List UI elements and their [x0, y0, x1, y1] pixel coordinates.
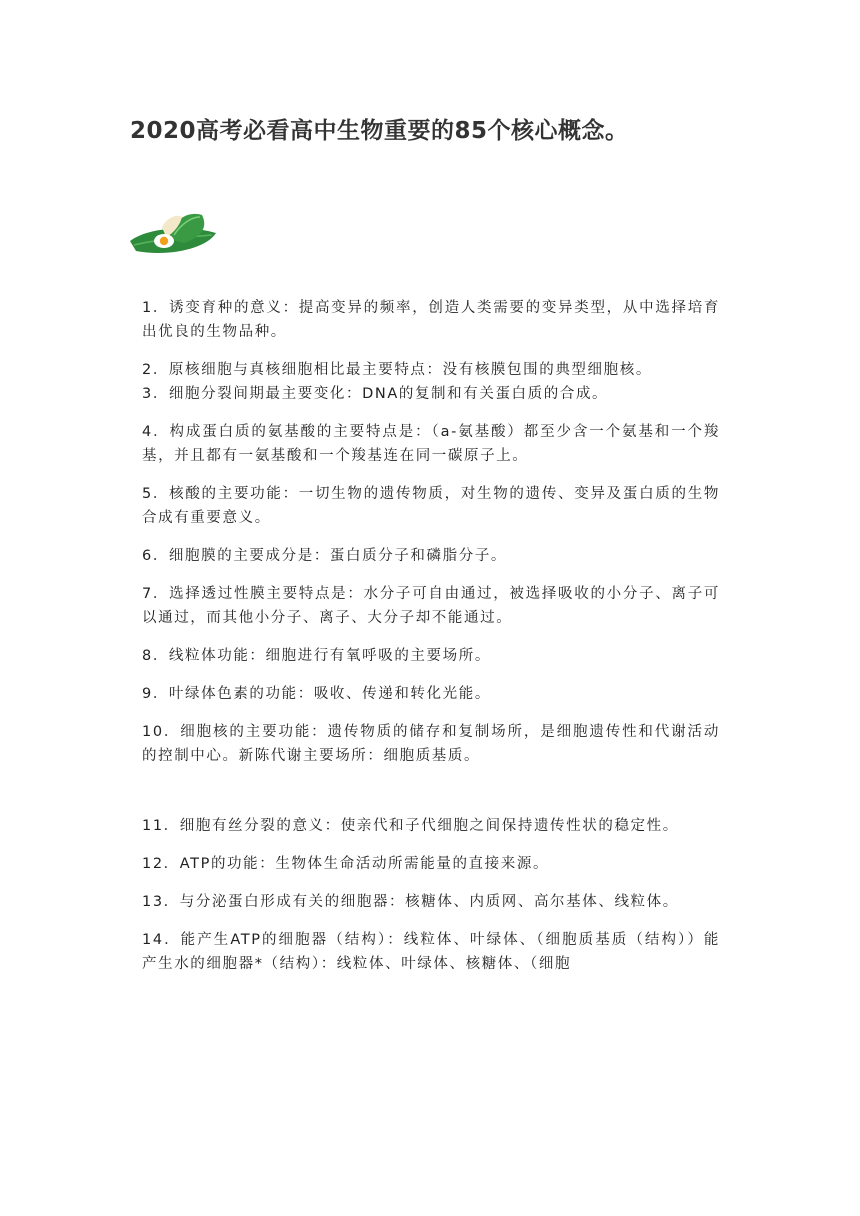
paragraph-9: 9．叶绿体色素的功能：吸收、传递和转化光能。 [142, 686, 491, 702]
paragraph-5: 5．核酸的主要功能：一切生物的遗传物质，对生物的遗传、变异及蛋白质的生物合成有重要意义。 [142, 486, 720, 526]
paragraph-8: 8．线粒体功能：细胞进行有氧呼吸的主要场所。 [142, 648, 491, 664]
paragraph-13: 13．与分泌蛋白形成有关的细胞器：核糖体、内质网、高尔基体、线粒体。 [142, 894, 679, 910]
paragraph-11: 11．细胞有丝分裂的意义：使亲代和子代细胞之间保持遗传性状的稳定性。 [142, 818, 679, 834]
paragraph-7: 7．选择透过性膜主要特点是：水分子可自由通过，被选择吸收的小分子、离子可以通过，而其他小分子、离子、大分子却不能通过。 [142, 586, 720, 626]
paragraph-4: 4．构成蛋白质的氨基酸的主要特点是：（a-氨基酸）都至少含一个氨基和一个羧基，并且都有一氨基酸和一个羧基连在同一碳原子上。 [142, 424, 720, 464]
content-body [142, 296, 720, 976]
paragraph-6: 6．细胞膜的主要成分是：蛋白质分子和磷脂分子。 [142, 548, 508, 564]
paragraph-1: 1．诱变育种的意义：提高变异的频率，创造人类需要的变异类型，从中选择培育出优良的生物品种。 [142, 300, 720, 340]
paragraph-12: 12．ATP的功能：生物体生命活动所需能量的直接来源。 [142, 856, 550, 872]
paragraph-2: 2．原核细胞与真核细胞相比最主要特点：没有核膜包围的典型细胞核。 [142, 362, 652, 378]
paragraph-10: 10．细胞核的主要功能：遗传物质的储存和复制场所，是细胞遗传性和代谢活动的控制中心。新陈代谢主要场所：细胞质基质。 [142, 724, 720, 764]
page-title: 2020高考必看高中生物重要的85个核心概念。 [130, 118, 629, 144]
paragraph-3: 3．细胞分裂间期最主要变化：DNA的复制和有关蛋白质的合成。 [142, 386, 609, 402]
zongzi-egg-icon [128, 205, 220, 261]
paragraph-14: 14．能产生ATP的细胞器（结构）：线粒体、叶绿体、（细胞质基质（结构））能产生水的细胞器*（结构）：线粒体、叶绿体、核糖体、（细胞 [142, 932, 720, 972]
